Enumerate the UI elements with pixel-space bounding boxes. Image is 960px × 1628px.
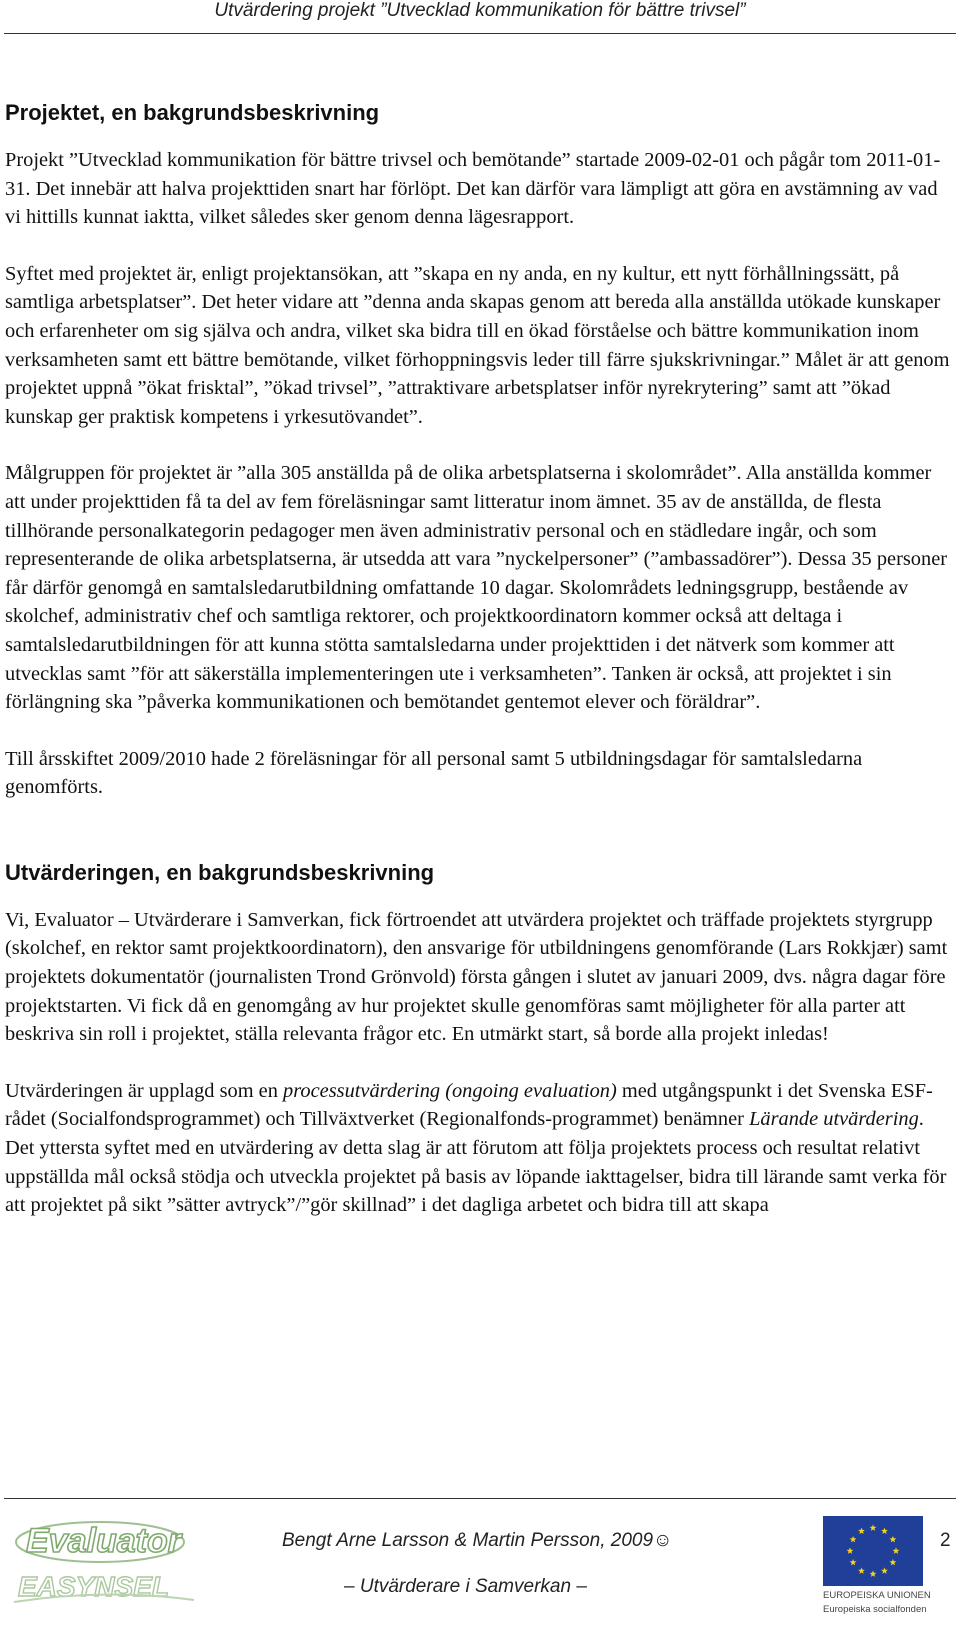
- logo-subtext: EASYNSEL: [18, 1571, 169, 1602]
- section-heading: Projektet, en bakgrundsbeskrivning: [5, 100, 380, 125]
- text-run: med utgångspunkt i det Svenska ESF-rådet (Socialfondsprogrammet) och Tillväxtverket (Regionalfonds-programmet) benämner: [5, 1079, 933, 1131]
- italic-term: processutvärdering (ongoing evaluation): [283, 1079, 617, 1102]
- evaluator-logo: [4, 1512, 204, 1612]
- eu-flag-icon: [823, 1516, 923, 1586]
- paragraph: Målgruppen för projektet är ”alla 305 anställda på de olika arbetsplatserna i skolområdet”. Alla anställda kommer att under projekttiden få ta del av fem föreläsningar samt litteratur inom ämnet. 35 av de anställda, de flesta tillhörande personalkategorin pedagoger men även administrativ personal och en städledare ingår, och som representerande de olika arbetsplatserna, är utsedda att vara ”nyckelpersoner” (”ambassadörer”). Dessa 35 personer får därför genomgå en samtalsledarutbildning omfattande 10 dagar. Skolområdets ledningsgrupp, bestående av skolchef, administrativ chef och samtliga rektorer, och projektkoordinatorn kommer också att deltaga i samtalsledarutbildningen för att kunna stötta samtalsledarna under projekttiden i det nätverk som kommer att utvecklas samt ”för att säkerställa implementeringen ute i verksamheten”. Tanken är också, att projektet i sin förlängning ska ”påverka kommunikationen och bemötandet gentemot elever och föräldrar”.: [5, 462, 948, 714]
- section-project-background: [5, 98, 950, 802]
- document-body: [5, 98, 950, 1248]
- text-run: . Det yttersta syftet med en utvärdering av detta slag är att förutom att följa projektets process och resultat relativt uppställda mål också stödja och utveckla projektet på basis av löpande iakttagelser, bidra till lärande samt verka för att projektet på sikt ”sätter avtryck”/”gör skillnad” i det dagliga arbetet och bidra till att skapa: [5, 1108, 947, 1217]
- header-title: Utvärdering projekt ”Utvecklad kommunikation för bättre trivsel”: [214, 0, 746, 21]
- eu-name: EUROPEISKA UNIONEN: [823, 1590, 931, 1601]
- paragraph: Vi, Evaluator – Utvärderare i Samverkan, fick förtroendet att utvärdera projektet och träffade projektets styrgrupp (skolchef, en rektor samt projektkoordinatorn), den ansvarige för utbildningens genomförande (Lars Rokkjær) samt projektets dokumentatör (journalisten Trond Grönvold) första gången i slutet av januari 2009, dvs. några dagar före projektstarten. Vi fick då en genomgång av hur projektet skulle genomföras samt möjligheter för alla parter att beskriva sin roll i projektet, ställa relevanta frågor etc. En utmärkt start, så borde alla projekt inledas!: [5, 908, 948, 1046]
- page-footer: [0, 1500, 960, 1628]
- footer-organization: – Utvärderare i Samverkan –: [344, 1576, 587, 1597]
- logo-text: Evaluator: [26, 1522, 181, 1560]
- section-evaluation-background: [5, 858, 950, 1220]
- section-heading: Utvärderingen, en bakgrundsbeskrivning: [5, 859, 435, 885]
- text-run: Utvärderingen är upplagd som en: [5, 1079, 284, 1102]
- italic-term: Lärande utvärdering: [749, 1108, 919, 1131]
- paragraph: Projekt ”Utvecklad kommunikation för bättre trivsel och bemötande” startade 2009-02-01 och pågår tom 2011-01-31. Det innebär att halva projekttiden snart har förlöpt. Det kan därför vara lämpligt att göra en avstämning av vad vi hittills kunnat iaktta, vilket således sker genom denna lägesrapport.: [5, 149, 941, 229]
- footer-authors: Bengt Arne Larsson & Martin Persson, 2009☺: [282, 1530, 673, 1551]
- header-rule: [4, 33, 956, 34]
- footer-rule: [4, 1498, 956, 1499]
- paragraph: [5, 1077, 950, 1220]
- eu-fund: Europeiska socialfonden: [823, 1604, 927, 1615]
- page-number: 2: [940, 1530, 951, 1551]
- page-header: [0, 0, 960, 36]
- paragraph: Syftet med projektet är, enligt projektansökan, att ”skapa en ny anda, en ny kultur, ett nytt förhållningssätt, på samtliga arbetsplatser”. Det heter vidare att ”denna anda skapas genom att bereda alla anställda utökade kunskaper och erfarenheter om sig själva och andra, vilket ska bidra till en ökad förståelse och bättre kommunikation inom verksamheten samt ett bättre bemötande, vilket förhoppningsvis leder till färre sjukskrivningar.” Målet är att genom projektet uppnå ”ökat frisktal”, ”ökad trivsel”, ”attraktivare arbetsplatser inför nyrekrytering” samt att ”ökad kunskap ger praktisk kompetens i yrkesutövandet”.: [5, 262, 950, 428]
- paragraph: Till årsskiftet 2009/2010 hade 2 föreläsningar för all personal samt 5 utbildningsdagar för samtalsledarna genomförts.: [5, 747, 863, 799]
- eu-logo: [823, 1516, 931, 1626]
